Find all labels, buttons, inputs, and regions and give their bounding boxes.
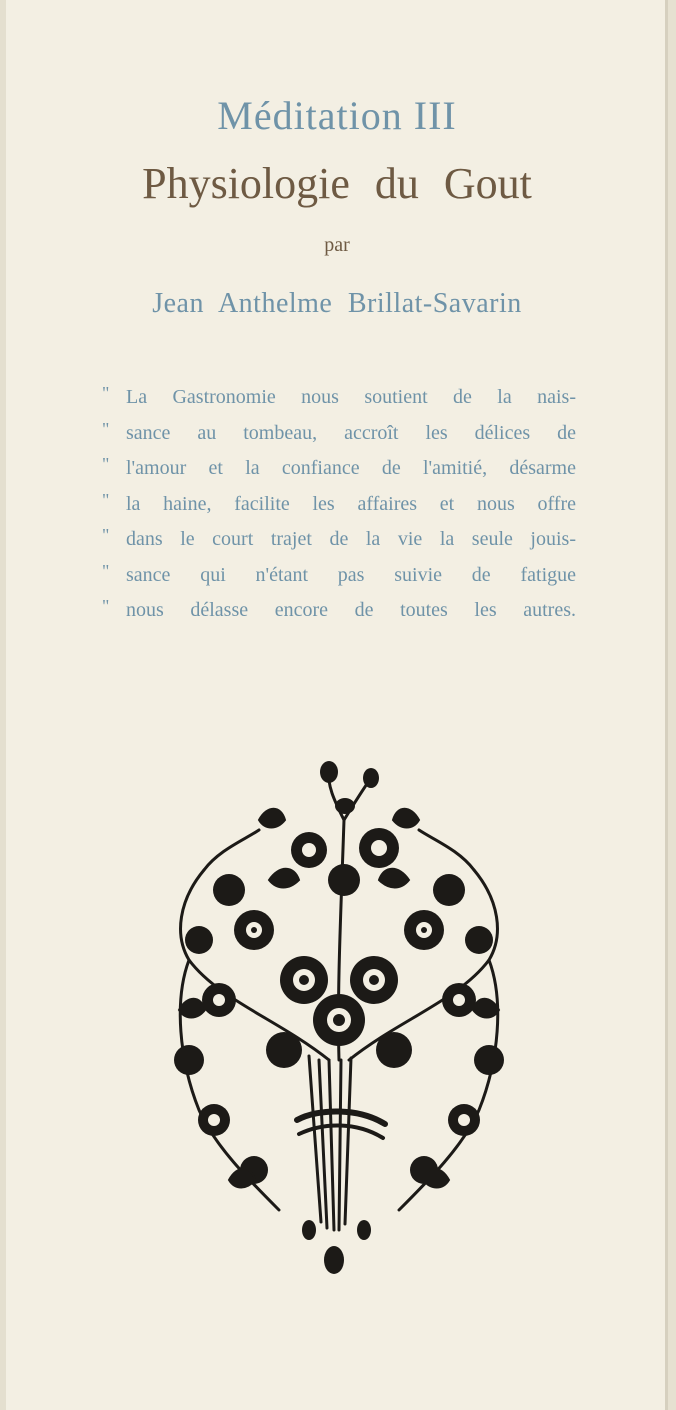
quote-text: sance au tombeau, accroît les délices de: [126, 421, 576, 444]
quote-text: dans le court trajet de la vie la seule jouis-: [126, 528, 576, 550]
quote-line: [102, 558, 576, 594]
quote-mark: ": [102, 454, 110, 474]
quote-text: nous délasse encore de toutes les autres.: [126, 599, 576, 621]
quote-line: [102, 522, 576, 558]
book-title: Physiologie du Gout: [142, 159, 532, 208]
by-label: par: [324, 234, 350, 256]
quote-mark: ": [102, 525, 110, 545]
quote-mark: ": [102, 596, 110, 616]
quote-line: [102, 487, 576, 523]
page-edge: [665, 0, 668, 1410]
quote-text: l'amour et la confiance de l'amitié, désarme: [126, 457, 576, 479]
meditation-title: Méditation III: [217, 93, 457, 138]
quote-text: sance qui n'étant pas suivie de fatigue: [126, 563, 576, 586]
quote-mark: ": [102, 418, 110, 439]
quote-text: La Gastronomie nous soutient de la nais-: [126, 386, 576, 408]
quote-mark: ": [102, 560, 110, 581]
quote-line: [102, 380, 576, 416]
quote-mark: ": [102, 383, 110, 403]
quote-mark: ": [102, 489, 110, 510]
floral-bouquet-woodcut-icon: [159, 760, 519, 1280]
quotation: [102, 380, 576, 629]
quote-line: [102, 451, 576, 487]
author-name: Jean Anthelme Brillat-Savarin: [152, 288, 522, 319]
quote-line: [102, 593, 576, 629]
quote-line: [102, 416, 576, 452]
quote-text: la haine, facilite les affaires et nous offre: [126, 492, 576, 515]
